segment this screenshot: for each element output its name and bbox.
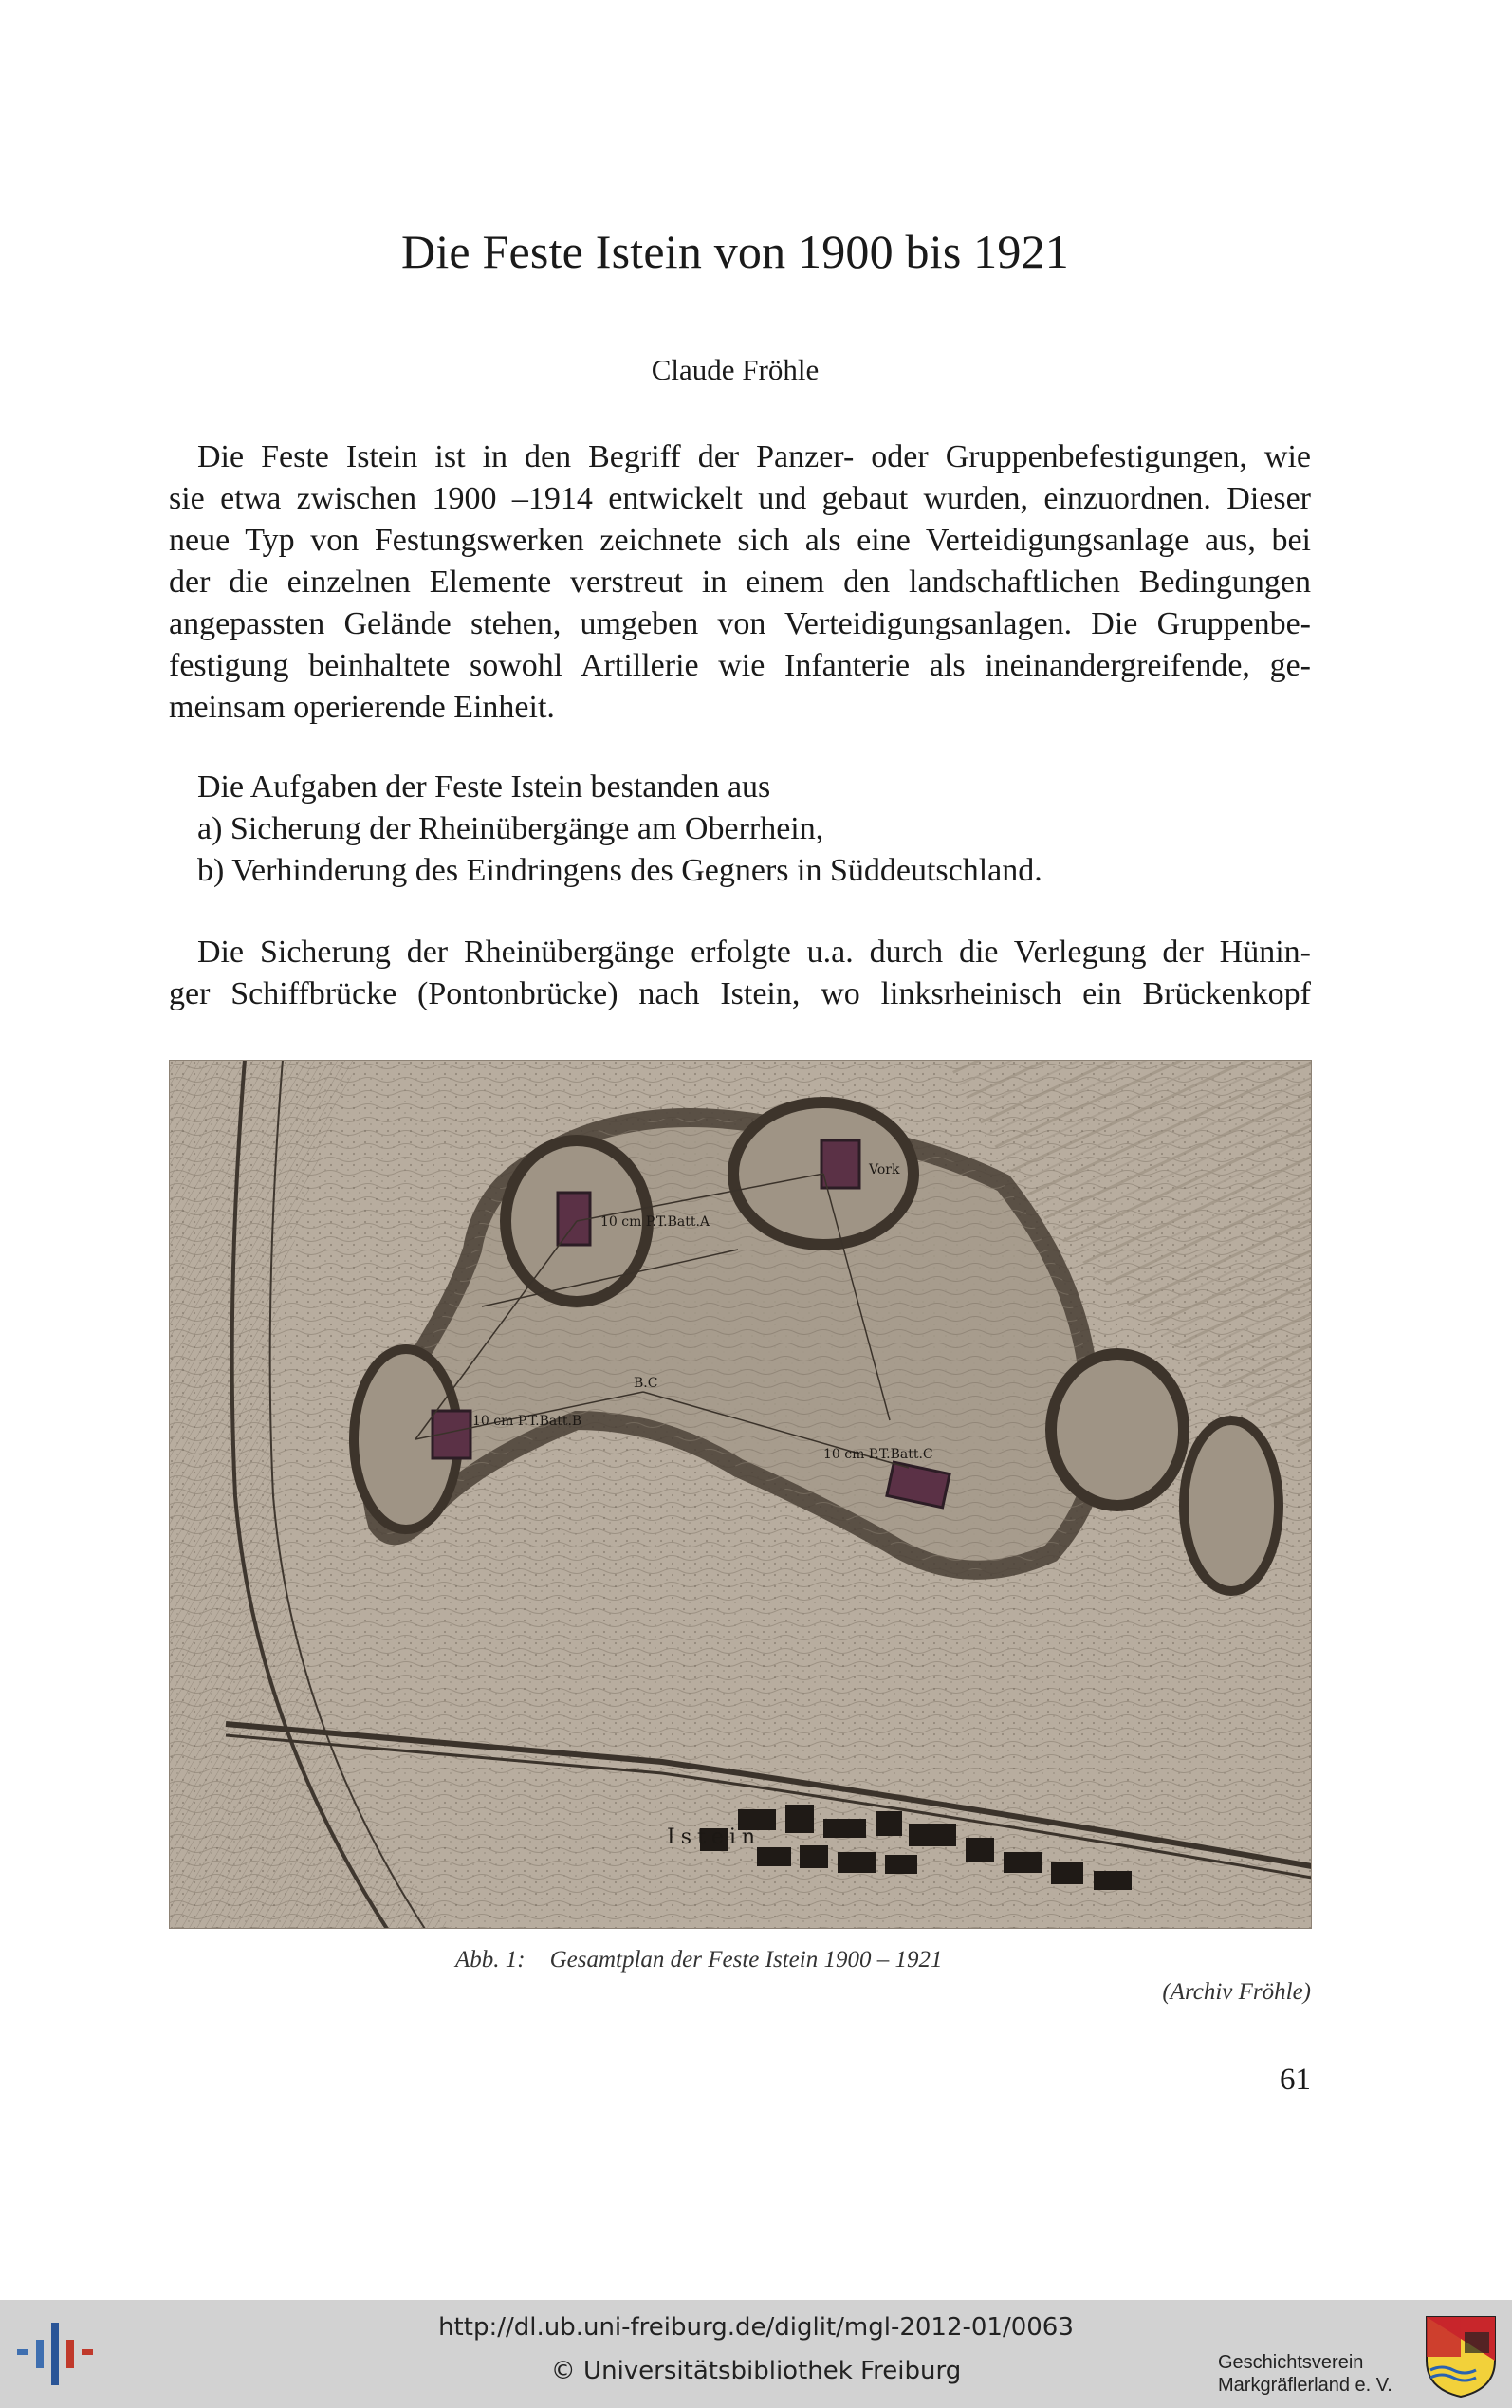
map-label-bc: B.C [634, 1376, 658, 1391]
article-title: Die Feste Istein von 1900 bis 1921 [401, 225, 1069, 278]
footer-copyright: © Universitätsbibliothek Freiburg [550, 2357, 962, 2385]
map-label-vork: Vork [869, 1162, 900, 1177]
text-line: Die Sicherung der Rheinübergänge erfolgte u.a. durch die Verlegung der Hünin- [197, 935, 1311, 970]
text-line: der die einzelnen Elemente verstreut in einem den landschaftlichen Bedingungen [169, 565, 1311, 600]
text-line: Die Aufgaben der Feste Istein bestanden aus [197, 769, 771, 805]
footer-organization [1218, 2351, 1392, 2397]
org-line: Markgräflerland e. V. [1218, 2375, 1392, 2396]
footer-url[interactable]: http://dl.ub.uni-freiburg.de/diglit/mgl-2012-01/0063 [438, 2313, 1074, 2342]
text-line: Die Feste Istein ist in den Begriff der Panzer- oder Gruppenbefestigungen, wie [197, 439, 1311, 474]
paragraph-tasks [169, 767, 1311, 892]
paragraph-crossings [169, 932, 1311, 1015]
text-line: neue Typ von Festungswerken zeichnete sich als eine Verteidigungsanlage aus, bei [169, 523, 1311, 558]
org-line: Geschichtsverein [1218, 2352, 1364, 2373]
text-line: festigung beinhaltete sowohl Artillerie wie Infanterie als ineinandergreifende, ge- [169, 648, 1311, 683]
list-item: b) Verhinderung des Eindringens des Gegners in Süddeutschland. [197, 853, 1042, 888]
caption-text: Gesamtplan der Feste Istein 1900 – 1921 [549, 1947, 943, 1973]
map-label-town: Istein [667, 1825, 762, 1849]
text-line: meinsam operierende Einheit. [169, 690, 555, 725]
map-label-batt-c: 10 cm P.T.Batt.C [823, 1447, 933, 1462]
map-label-batt-a: 10 cm P.T.Batt.A [600, 1214, 710, 1230]
page-number: 61 [1280, 2063, 1311, 2097]
figure-caption [455, 1947, 942, 1973]
article-author: Claude Fröhle [651, 353, 820, 386]
list-item: a) Sicherung der Rheinübergänge am Oberrhein, [197, 811, 824, 846]
fortress-map-image [169, 1060, 1312, 1929]
text-line: angepassten Gelände stehen, umgeben von Verteidigungsanlagen. Die Gruppenbe- [169, 606, 1311, 641]
coat-of-arms-icon [1423, 2313, 1499, 2399]
caption-label: Abb. 1: [455, 1947, 526, 1973]
map-label-batt-b: 10 cm P.T.Batt.B [472, 1414, 582, 1429]
text-line: sie etwa zwischen 1900 –1914 entwickelt und gebaut wurden, einzuordnen. Dieser [169, 481, 1311, 516]
text-line: ger Schiffbrücke (Pontonbrücke) nach Istein, wo linksrheinisch ein Brückenkopf [169, 976, 1311, 1011]
footer-bar [0, 2300, 1512, 2408]
paragraph-intro [169, 436, 1311, 729]
figure-credit: (Archiv Fröhle) [1162, 1979, 1311, 2005]
